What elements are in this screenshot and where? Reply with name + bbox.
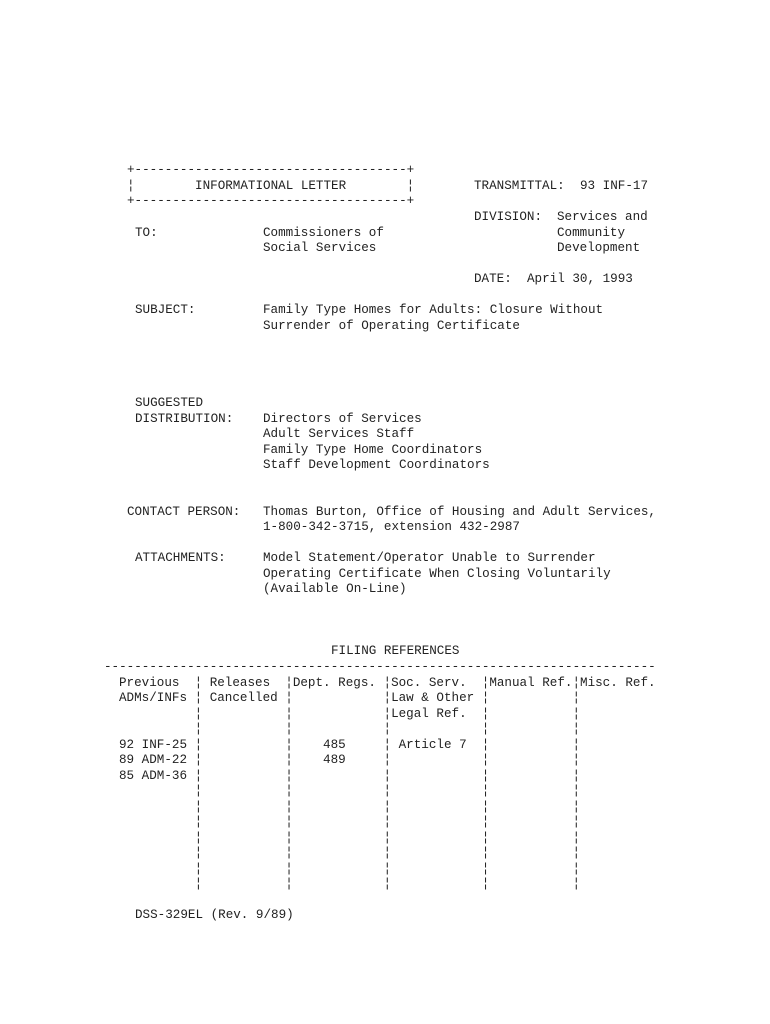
- filing-table-row: 89 ADM-22 ¦ ¦ 489 ¦ ¦ ¦: [119, 753, 581, 767]
- division-line-1: Services and: [557, 210, 648, 224]
- distribution-item: Adult Services Staff: [263, 427, 415, 441]
- filing-table-row: ¦ ¦ ¦ ¦ ¦: [119, 800, 581, 814]
- distribution-label-line-1: SUGGESTED: [135, 396, 204, 410]
- division-line-3: Development: [557, 241, 641, 255]
- distribution-item: Family Type Home Coordinators: [263, 443, 483, 457]
- subject-label: SUBJECT:: [135, 303, 196, 317]
- transmittal-label: TRANSMITTAL:: [474, 179, 565, 193]
- filing-table-row: ¦ ¦ ¦ ¦ ¦: [119, 846, 581, 860]
- division-line-2: Community: [557, 226, 626, 240]
- filing-table-row: 85 ADM-36 ¦ ¦ ¦ ¦ ¦: [119, 769, 581, 783]
- filing-table-row: ¦ ¦ ¦ ¦ ¦: [119, 784, 581, 798]
- division-label: DIVISION:: [474, 210, 543, 224]
- filing-table-row: ADMs/INFs ¦ Cancelled ¦ ¦Law & Other ¦ ¦: [119, 691, 581, 705]
- date-label: DATE:: [474, 272, 512, 286]
- attachments-line-2: Operating Certificate When Closing Voluntarily: [263, 567, 611, 581]
- to-label: TO:: [135, 226, 158, 240]
- distribution-item: Staff Development Coordinators: [263, 458, 490, 472]
- filing-table-row: ¦ ¦ ¦ ¦ ¦: [119, 722, 581, 736]
- filing-references-heading: FILING REFERENCES: [331, 644, 460, 658]
- filing-table-row: ¦ ¦ ¦ ¦ ¦: [119, 862, 581, 876]
- to-line-2: Social Services: [263, 241, 377, 255]
- title-box-bottom-border: +------------------------------------+: [127, 194, 415, 208]
- filing-table-row: ¦ ¦ ¦ ¦ ¦: [119, 877, 581, 891]
- distribution-item: Directors of Services: [263, 412, 422, 426]
- title-box-heading: ¦ INFORMATIONAL LETTER ¦: [127, 179, 415, 193]
- contact-line-1: Thomas Burton, Office of Housing and Adult Services,: [263, 505, 656, 519]
- distribution-label-line-2: DISTRIBUTION:: [135, 412, 234, 426]
- attachments-label: ATTACHMENTS:: [135, 551, 226, 565]
- contact-line-2: 1-800-342-3715, extension 432-2987: [263, 520, 520, 534]
- filing-references-rule: -------------------------------------------------------------------------: [104, 660, 656, 674]
- transmittal-value: 93 INF-17: [580, 179, 649, 193]
- subject-line-2: Surrender of Operating Certificate: [263, 319, 520, 333]
- attachments-line-3: (Available On-Line): [263, 582, 407, 596]
- filing-table-row: ¦ ¦ ¦ ¦ ¦: [119, 815, 581, 829]
- filing-table-row: 92 INF-25 ¦ ¦ 485 ¦ Article 7 ¦ ¦: [119, 738, 581, 752]
- contact-label: CONTACT PERSON:: [127, 505, 241, 519]
- form-number: DSS-329EL (Rev. 9/89): [135, 908, 294, 922]
- filing-table-row: Previous ¦ Releases ¦Dept. Regs. ¦Soc. Serv. ¦Manual Ref.¦Misc. Ref.: [119, 676, 656, 690]
- subject-line-1: Family Type Homes for Adults: Closure Without: [263, 303, 604, 317]
- title-box-top-border: +------------------------------------+: [127, 163, 415, 177]
- date-value: April 30, 1993: [527, 272, 633, 286]
- filing-table-row: ¦ ¦ ¦ ¦ ¦: [119, 831, 581, 845]
- filing-table-row: ¦ ¦ ¦Legal Ref. ¦ ¦: [119, 707, 581, 721]
- to-line-1: Commissioners of: [263, 226, 384, 240]
- attachments-line-1: Model Statement/Operator Unable to Surrender: [263, 551, 596, 565]
